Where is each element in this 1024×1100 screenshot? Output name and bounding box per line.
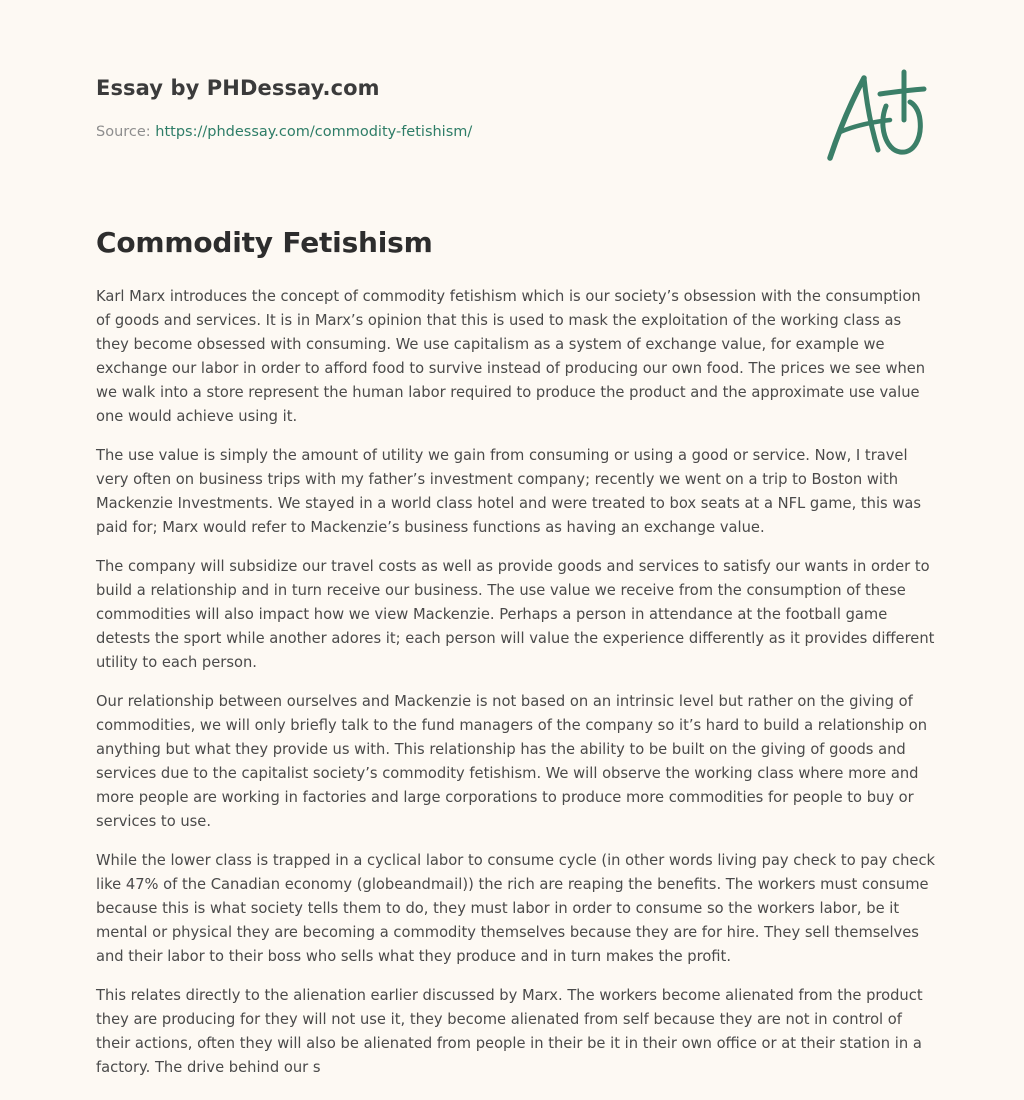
essay-paragraph: The company will subsidize our travel costs as well as provide goods and services to satisfy our wants in order to build a relationship and in turn receive our business. The use value we receive from the consumption of these commodities will also impact how we view Mackenzie. Perhaps a person in attendance at the football game detests the sport while another adores it; each person will value the experience differently as it provides different utility to each person. [96,558,935,671]
essay-paragraph: The use value is simply the amount of utility we gain from consuming or using a good or service. Now, I travel very often on business trips with my father’s investment company; recently we went on a trip to Boston with Mackenzie Investments. We stayed in a world class hotel and were treated to box seats at a NFL game, this was paid for; Marx would refer to Mackenzie’s business functions as having an exchange value. [96,447,922,536]
essay-paragraph: Our relationship between ourselves and Mackenzie is not based on an intrinsic level but rather on the giving of commodities, we will only briefly talk to the fund managers of the company so it’s hard to build a relationship on anything but what they provide us with. This relationship has the ability to be built on the giving of goods and services due to the capitalist society’s commodity fetishism. We will observe the working class where more and more people are working in factories and large corporations to produce more commodities for people to buy or services to use. [96,693,928,830]
essay-body [96,285,936,1095]
a-plus-grade-icon [820,64,930,168]
site-title: Essay by PHDessay.com [96,76,380,100]
source-line [96,124,472,140]
essay-title: Commodity Fetishism [96,226,433,259]
essay-paragraph: This relates directly to the alienation earlier discussed by Marx. The workers become alienated from the product they are producing for they will not use it, they become alienated from self because they are not in control of their actions, often they will also be alienated from people in their be it in their own office or at their station in a factory. The drive behind our s [96,987,923,1076]
source-link[interactable]: https://phdessay.com/commodity-fetishism/ [155,124,473,140]
essay-paragraph: While the lower class is trapped in a cyclical labor to consume cycle (in other words living pay check to pay check like 47% of the Canadian economy (globeandmail)) the rich are reaping the benefits. The workers must consume because this is what society tells them to do, they must labor in order to consume so the workers labor, be it mental or physical they are becoming a commodity themselves because they are for hire. They sell themselves and their labor to their boss who sells what they produce and in turn makes the profit. [96,852,936,965]
essay-paragraph: Karl Marx introduces the concept of commodity fetishism which is our society’s obsession with the consumption of goods and services. It is in Marx’s opinion that this is used to mask the exploitation of the working class as they become obsessed with consuming. We use capitalism as a system of exchange value, for example we exchange our labor in order to afford food to survive instead of producing our own food. The prices we see when we walk into a store represent the human labor required to produce the product and the approximate use value one would achieve using it. [96,288,926,425]
source-label: Source: [96,124,151,140]
